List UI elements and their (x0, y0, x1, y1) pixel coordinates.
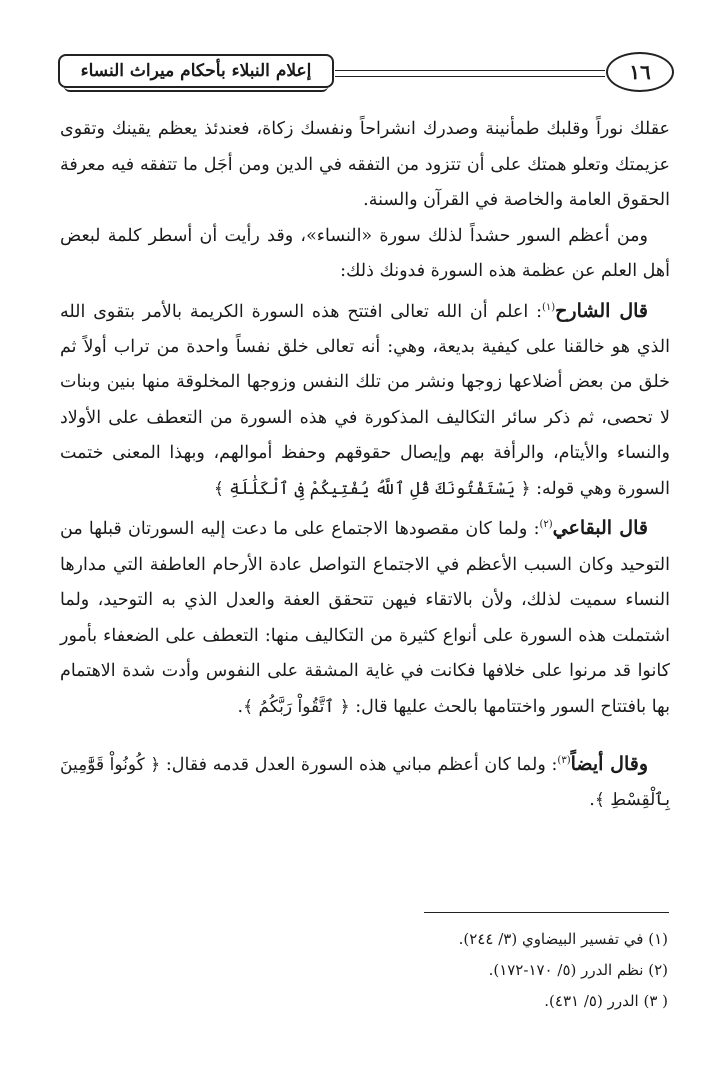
paragraph-1: عقلك نوراً وقلبك طمأنينة وصدرك انشراحاً ونفسك زكاة، فعندئذ يعظم يقينك وتقوى عزيمتك وتعلو همتك على أن تتزود من التفقه في الدين ومن أجَل ما تتفقه فيه معرفة الحقوق العامة والخاصة في القرآن والسنة. (60, 119, 670, 210)
paragraph-2: ومن أعظم السور حشداً لذلك سورة «النساء»، وقد رأيت أن أسطر كلمة لبعض أهل العلم عن عظمة هذه السورة فدونك ذلك: (60, 225, 670, 281)
header-rule-bottom (335, 76, 605, 77)
speaker-label: وقال أيضاً (570, 752, 649, 775)
footnote-2: (٢) نظم الدرر (٥/ ١٧٠-١٧٢). (488, 961, 668, 979)
paragraph-aydan (60, 743, 670, 819)
paragraph-end: . (589, 790, 595, 811)
running-title: إعلام النبلاء بأحكام ميراث النساء (58, 54, 334, 88)
speaker-label: قال البقاعي (552, 517, 648, 540)
header-rule-top (335, 70, 605, 71)
footnote-ref: (٢) (539, 519, 553, 531)
footnote-ref: (٣) (557, 755, 571, 767)
quran-verse: ﴿ كُونُواْ قَوَّٰمِينَ بِٱلْقِسْطِ ﴾ (60, 754, 670, 811)
paragraph-text: : اعلم أن الله تعالى افتتح هذه السورة الكريمة بالأمر بتقوى الله الذي هو خالقنا على كيفية بديعة، وهي: أنه تعالى خلق نفساً واحدة من تراب أولاً ثم خلق من بعض أضلاعها زوجها ونشر من تلك النفس وزوجها المخلوقة منها بنين وبنات لا تحصى، ثم ذكر سائر التكاليف المذكورة في هذه السورة من التعطف على الأولاد والنساء والأيتام، والرأفة بهم وإيصال حقوقهم وحفظ أموالهم، وبهذا المعنى ختمت السورة وهي قوله: (60, 301, 670, 499)
footnote-ref: (١) (541, 301, 556, 313)
quran-verse: ﴿ ٱتَّقُواْ رَبَّكُمُ ﴾ (243, 696, 350, 717)
quran-verse: ﴿ يَسْتَفْتُونَكَ قُلِ ٱللَّهُ يُفْتِيكُمْ فِى ٱلْكَلَٰلَةِ ﴾ (213, 478, 531, 499)
paragraph-biqai (60, 507, 670, 725)
footnote-3: ( ٣) الدرر (٥/ ٤٣١). (544, 992, 668, 1010)
paragraph-text: : ولما كان مقصودها الاجتماع على ما دعت إليه السورتان قبلها من التوحيد وكان السبب الأعظم في الاجتماع التواصل عادة الأرحام العاطفة التي مدارها النساء سميت لذلك، ولأن بالاتقاء فيهن تتحقق العفة والعدل الذي به التوحيد، ولما اشتملت هذه السورة على أنواع كثيرة من التكاليف منها: التعطف على الضعفاء بأمور كانوا قد مرنوا على خلافها فكانت في غاية المشقة على النفوس وأدت شدة الاهتمام بها بافتتاح السور واختتامها بالحث عليها قال: (60, 519, 670, 717)
main-text (60, 112, 670, 819)
paragraph-sharih (60, 290, 670, 508)
footnote-1: (١) في تفسير البيضاوي (٣/ ٢٤٤). (458, 930, 668, 948)
footnote-separator (424, 912, 669, 913)
speaker-label: قال الشارح (555, 299, 648, 322)
paragraph-end: . (237, 696, 244, 717)
paragraph-text: : ولما كان أعظم مباني هذه السورة العدل قدمه فقال: (160, 754, 558, 775)
footnotes (60, 924, 668, 1017)
page-number: ١٦ (606, 52, 674, 92)
